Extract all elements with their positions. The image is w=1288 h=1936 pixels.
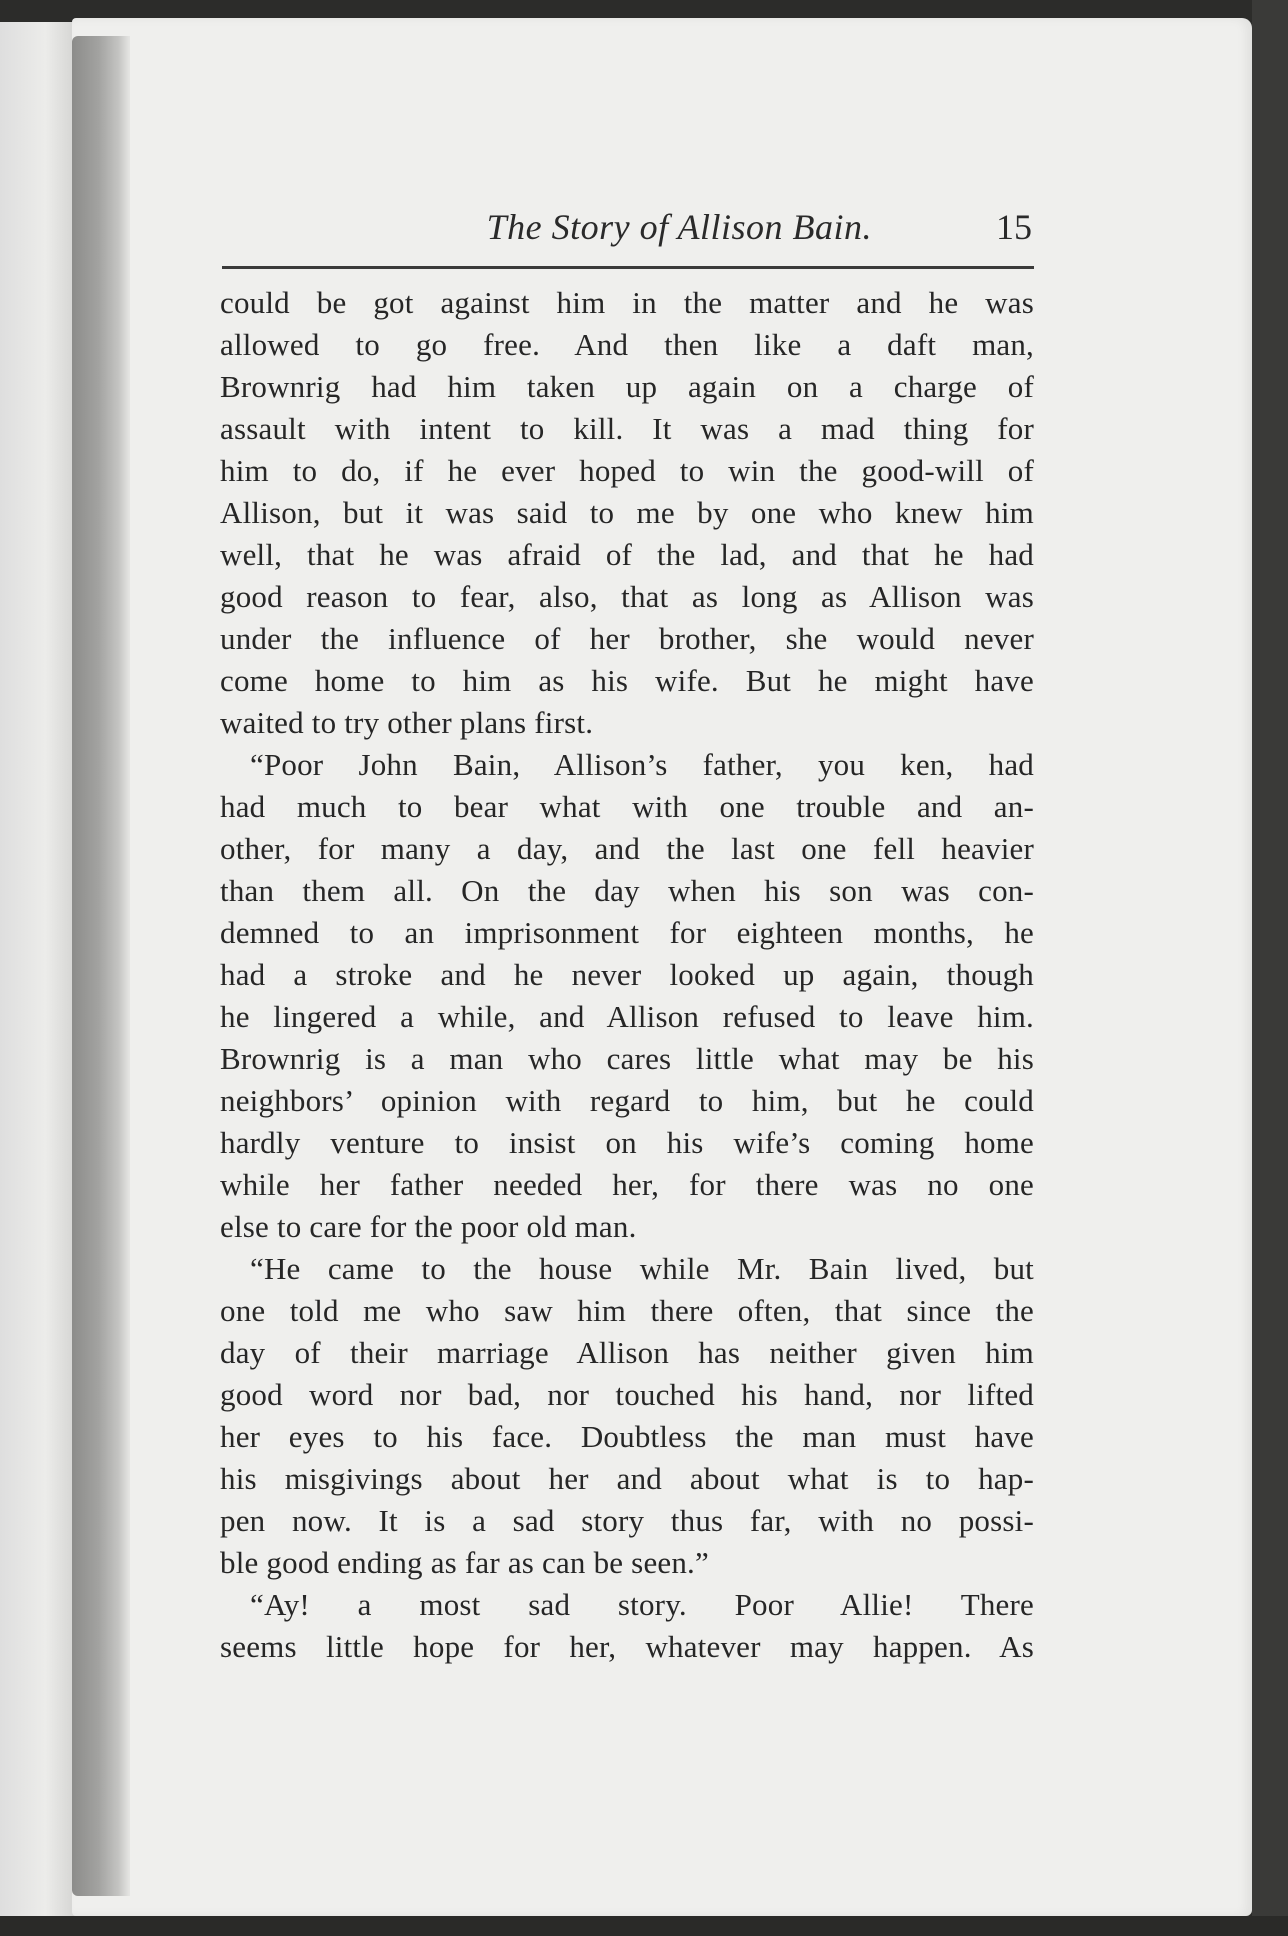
- text-line: assault with intent to kill. It was a mad thing for: [220, 411, 1034, 446]
- paragraph-end-line: ble good ending as far as can be seen.”: [220, 1545, 709, 1580]
- text-line: he lingered a while, and Allison refused to leave him.: [220, 999, 1034, 1034]
- paragraph-end-line: waited to try other plans first.: [220, 705, 594, 740]
- text-line: had much to bear what with one trouble and an-: [220, 789, 1034, 824]
- text-line: come home to him as his wife. But he might have: [220, 663, 1034, 698]
- text-line: him to do, if he ever hoped to win the good-will of: [220, 453, 1034, 488]
- text-line: good word nor bad, nor touched his hand, nor lifted: [220, 1377, 1034, 1412]
- text-line: other, for many a day, and the last one fell heavier: [220, 831, 1034, 866]
- text-line: seems little hope for her, whatever may happen. As: [220, 1629, 1034, 1664]
- text-line: could be got against him in the matter and he was: [220, 285, 1034, 320]
- running-title: The Story of Allison Bain.: [486, 207, 872, 247]
- paragraph-start-line: “Ay! a most sad story. Poor Allie! There: [250, 1587, 1034, 1622]
- text-line: well, that he was afraid of the lad, and that he had: [220, 537, 1034, 572]
- body-text: [220, 282, 1034, 1668]
- text-line: neighbors’ opinion with regard to him, but he could: [220, 1083, 1034, 1118]
- text-line: good reason to fear, also, that as long as Allison was: [220, 579, 1034, 614]
- text-line: her eyes to his face. Doubtless the man must have: [220, 1419, 1034, 1454]
- running-header: [222, 206, 1032, 262]
- paragraph-start-line: “He came to the house while Mr. Bain lived, but: [250, 1251, 1034, 1286]
- paragraph-start-line: “Poor John Bain, Allison’s father, you ken, had: [250, 747, 1034, 782]
- text-line: Brownrig is a man who cares little what may be his: [220, 1041, 1034, 1076]
- binding-gutter-shadow: [72, 36, 130, 1896]
- text-line: had a stroke and he never looked up again, though: [220, 957, 1034, 992]
- text-line: one told me who saw him there often, that since the: [220, 1293, 1034, 1328]
- scan-border-bottom: [0, 1916, 1288, 1936]
- text-line: pen now. It is a sad story thus far, with no possi-: [220, 1503, 1034, 1538]
- text-line: hardly venture to insist on his wife’s coming home: [220, 1125, 1034, 1160]
- text-line: demned to an imprisonment for eighteen months, he: [220, 915, 1034, 950]
- text-line: Allison, but it was said to me by one who knew him: [220, 495, 1034, 530]
- page-number: 15: [996, 207, 1032, 247]
- text-line: under the influence of her brother, she would never: [220, 621, 1034, 656]
- facing-page-edge: [0, 22, 76, 1917]
- text-line: than them all. On the day when his son was con-: [220, 873, 1034, 908]
- text-line: Brownrig had him taken up again on a charge of: [220, 369, 1034, 404]
- header-rule: [222, 266, 1034, 269]
- paragraph-end-line: else to care for the poor old man.: [220, 1209, 637, 1244]
- text-line: day of their marriage Allison has neither given him: [220, 1335, 1034, 1370]
- text-line: while her father needed her, for there was no one: [220, 1167, 1034, 1202]
- scan-border-right: [1252, 0, 1288, 1936]
- text-line: his misgivings about her and about what is to hap-: [220, 1461, 1034, 1496]
- text-line: allowed to go free. And then like a daft man,: [220, 327, 1034, 362]
